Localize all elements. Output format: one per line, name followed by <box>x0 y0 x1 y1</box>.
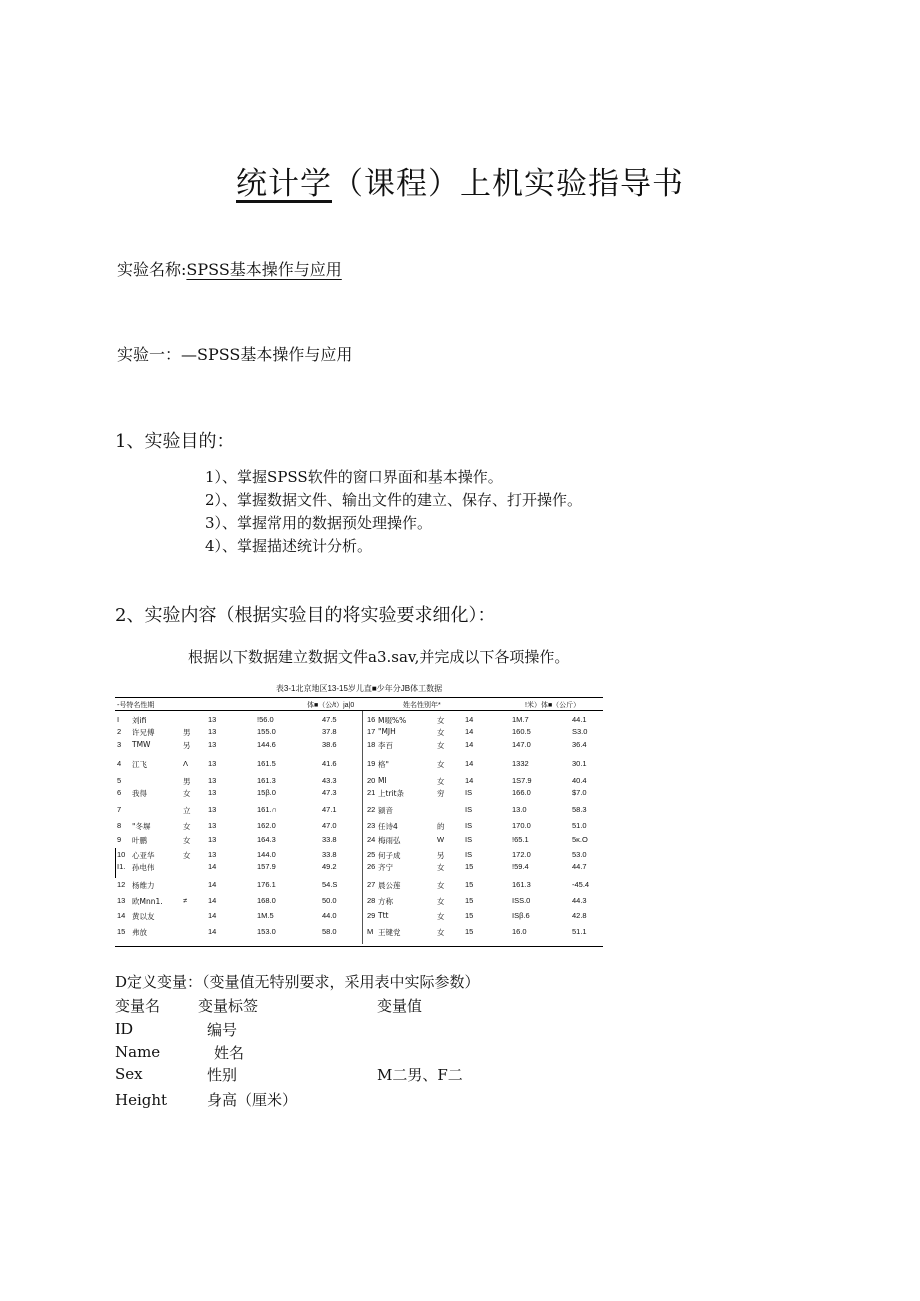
table-cell: 42.8 <box>572 911 587 920</box>
table-cell: 29 <box>367 911 376 920</box>
table-cell: 立 <box>183 806 191 815</box>
table-cell: 33.8 <box>322 850 337 859</box>
objective-item: 4）、掌握描述统计分析。 <box>205 537 373 555</box>
table-cell: 格" <box>378 760 389 769</box>
table-cell: 47.1 <box>322 805 337 814</box>
table-cell: 26 <box>367 862 376 871</box>
table-cell: 166.0 <box>512 788 531 797</box>
table-cell: 1S7.9 <box>512 776 532 785</box>
table-cell: 另 <box>183 741 191 750</box>
table-cell: 47.5 <box>322 715 337 724</box>
table-cell: 47.0 <box>322 821 337 830</box>
experiment-name-value: SPSS基本操作与应用 <box>186 260 342 279</box>
objective-item: 3）、掌握常用的数据预处理操作。 <box>205 514 433 532</box>
table-cell: 50.0 <box>322 896 337 905</box>
table-cell: 梅雨弘 <box>378 836 401 845</box>
table-cell: 161.3 <box>512 880 531 889</box>
var-label-sex: 性别 <box>207 1066 238 1084</box>
table-cell: 女 <box>437 928 445 937</box>
table-cell: 14 <box>208 911 217 920</box>
table-row <box>115 927 603 937</box>
table-cell: 47.3 <box>322 788 337 797</box>
table-cell: 14 <box>465 776 474 785</box>
table-cell: 51.0 <box>572 821 587 830</box>
table-cell: 22 <box>367 805 376 814</box>
experiment-name-label: 实验名称: <box>117 260 187 279</box>
table-left-bar <box>115 848 116 878</box>
table-cell: 女 <box>437 881 445 890</box>
table-cell: 25 <box>367 850 376 859</box>
table-cell: 18 <box>367 740 376 749</box>
table-cell: 54.S <box>322 880 338 889</box>
table-cell: 13 <box>117 896 126 905</box>
table-cell: 16 <box>367 715 376 724</box>
table-cell: 女 <box>437 777 445 786</box>
table-cell: 女 <box>437 897 445 906</box>
table-cell: 女 <box>183 851 191 860</box>
table-cell: 5κ.O <box>572 835 588 844</box>
header-right: !米）体■（公斤） <box>525 702 581 709</box>
table-cell: I1. <box>117 862 126 871</box>
table-cell: 13 <box>208 740 217 749</box>
table-cell: 17 <box>367 727 376 736</box>
table-cell: 21 <box>367 788 376 797</box>
table-cell: 穷 <box>437 789 445 798</box>
table-cell: $7.0 <box>572 788 587 797</box>
table-cell: 6 <box>117 788 122 797</box>
table-cell: 144.0 <box>257 850 276 859</box>
table-row <box>115 850 603 860</box>
table-cell: 孙电伟 <box>132 863 155 872</box>
table-cell: ISS.0 <box>512 896 531 905</box>
title-course: 统计学 <box>236 166 332 202</box>
table-cell: 4 <box>117 759 122 768</box>
table-cell: 58.3 <box>572 805 587 814</box>
table-cell: 女 <box>437 728 445 737</box>
table-cell: -45.4 <box>572 880 590 889</box>
table-cell: 13 <box>208 821 217 830</box>
table-cell: 刘ifi <box>132 716 147 725</box>
table-cell: 24 <box>367 835 376 844</box>
table-cell: 杨维力 <box>132 881 155 890</box>
table-cell: IS <box>465 850 473 859</box>
table-row <box>115 911 603 921</box>
table-cell: 女 <box>437 741 445 750</box>
table-cell: 44.3 <box>572 896 587 905</box>
table-cell: 172.0 <box>512 850 531 859</box>
table-row <box>115 740 603 750</box>
table-cell: 161.5 <box>257 759 276 768</box>
table-cell: 43.3 <box>322 776 337 785</box>
table-row <box>115 880 603 890</box>
table-cell: 弗放 <box>132 928 147 937</box>
var-name-name: Name <box>115 1043 161 1061</box>
table-cell: 13 <box>208 788 217 797</box>
table-cell: 许兄傅 <box>132 728 155 737</box>
table-cell: 30.1 <box>572 759 587 768</box>
table-cell: IS <box>465 835 473 844</box>
table-cell: 我得 <box>132 789 147 798</box>
table-cell: 162.0 <box>257 821 276 830</box>
table-cell: 叶鹏 <box>132 836 147 845</box>
table-cell: M啜%% <box>378 716 407 725</box>
table-cell: 心亚华 <box>132 851 155 860</box>
table-cell: 14 <box>465 759 474 768</box>
table-cell: IS <box>465 821 473 830</box>
table-cell: 41.6 <box>322 759 337 768</box>
table-row <box>115 788 603 798</box>
table-cell: 王键党 <box>378 928 401 937</box>
table-row <box>115 776 603 786</box>
var-name-id: ID <box>115 1019 133 1038</box>
table-cell: Λ <box>183 759 189 768</box>
header-mid2: 姓名性别年* <box>403 702 441 709</box>
table-cell: 144.6 <box>257 740 276 749</box>
table-cell: 38.6 <box>322 740 337 749</box>
table-row <box>115 759 603 769</box>
table-cell: 3 <box>117 740 122 749</box>
table-cell: I <box>117 715 120 724</box>
table-cell: 13 <box>208 805 217 814</box>
table-cell: 51.1 <box>572 927 587 936</box>
table-cell: ≠ <box>183 896 188 905</box>
table-row <box>115 805 603 815</box>
table-cell: 40.4 <box>572 776 587 785</box>
experiment-name <box>117 257 342 280</box>
table-cell: 15 <box>465 927 474 936</box>
table-cell: 12 <box>117 880 126 889</box>
table-cell: 女 <box>183 822 191 831</box>
table-divider <box>362 711 363 944</box>
table-cell: 176.1 <box>257 880 276 889</box>
table-cell: 何子成 <box>378 851 401 860</box>
table-cell: 李百 <box>378 741 393 750</box>
table-cell: 女 <box>437 716 445 725</box>
table-cell: 20 <box>367 776 376 785</box>
var-header-value: 变量值 <box>377 997 423 1015</box>
table-cell: 方称 <box>378 897 393 906</box>
table-cell: !59.4 <box>512 862 529 871</box>
table-cell: 13 <box>208 850 217 859</box>
title-rest: （课程）上机实验指导书 <box>332 166 684 202</box>
table-cell: 44.0 <box>322 911 337 920</box>
intro-paragraph: 根据以下数据建立数据文件a3.sav,并完成以下各项操作。 <box>188 648 570 666</box>
table-body <box>115 711 603 946</box>
table-row <box>115 896 603 906</box>
table-cell: 14 <box>465 740 474 749</box>
objective-item: 1）、掌握SPSS软件的窗口界面和基本操作。 <box>205 468 503 486</box>
table-cell: 53.0 <box>572 850 587 859</box>
table-cell: 1M.7 <box>512 715 529 724</box>
table-cell: 男 <box>183 777 191 786</box>
table-cell: 女 <box>183 836 191 845</box>
table-cell: !56.0 <box>257 715 274 724</box>
table-cell: 14 <box>208 880 217 889</box>
table-caption: 表3-1北京地区13-15岁儿直■少年分JB体工数据 <box>275 684 443 693</box>
table-cell: 14 <box>208 896 217 905</box>
table-cell: 男 <box>183 728 191 737</box>
table-cell: 9 <box>117 835 122 844</box>
var-label-id: 编号 <box>207 1021 238 1039</box>
table-cell: 13 <box>208 715 217 724</box>
table-cell: 155.0 <box>257 727 276 736</box>
table-cell: 5 <box>117 776 122 785</box>
table-cell: 15β.0 <box>257 788 276 797</box>
table-cell: 33.8 <box>322 835 337 844</box>
table-cell: 10 <box>117 850 126 859</box>
table-cell: 1M.5 <box>257 911 274 920</box>
table-cell: 44.7 <box>572 862 587 871</box>
table-cell: 14 <box>465 727 474 736</box>
table-cell: 1332 <box>512 759 529 768</box>
table-cell: 15 <box>465 896 474 905</box>
table-cell: 2 <box>117 727 122 736</box>
table-cell: !65.1 <box>512 835 529 844</box>
table-cell: 160.5 <box>512 727 531 736</box>
table-cell: 161.∩ <box>257 805 277 814</box>
table-cell: 36.4 <box>572 740 587 749</box>
var-label-height: 身高（厘米） <box>207 1091 298 1109</box>
table-cell: "MJH <box>378 727 396 736</box>
header-left: -号特名性期 <box>117 702 155 709</box>
var-label-name: 姓名 <box>214 1044 245 1062</box>
table-cell: 15 <box>117 927 126 936</box>
table-cell: 晨公莲 <box>378 881 401 890</box>
var-name-height: Height <box>115 1091 168 1109</box>
table-row <box>115 862 603 872</box>
table-cell: 13 <box>208 835 217 844</box>
table-cell: 147.0 <box>512 740 531 749</box>
table-cell: 14 <box>465 715 474 724</box>
data-table <box>115 697 603 947</box>
table-cell: 14 <box>208 862 217 871</box>
table-cell: 15 <box>465 911 474 920</box>
table-row <box>115 835 603 845</box>
table-cell: 13.0 <box>512 805 527 814</box>
table-cell: 16.0 <box>512 927 527 936</box>
page-title <box>0 158 920 203</box>
table-cell: 14 <box>208 927 217 936</box>
table-cell: 黄以友 <box>132 912 155 921</box>
table-cell: "冬塀 <box>132 822 151 831</box>
table-cell: 13 <box>208 759 217 768</box>
table-cell: IS <box>465 788 473 797</box>
table-cell: 153.0 <box>257 927 276 936</box>
table-cell: S3.0 <box>572 727 588 736</box>
table-cell: 14 <box>117 911 126 920</box>
table-cell: 49.2 <box>322 862 337 871</box>
table-cell: 女 <box>183 789 191 798</box>
table-cell: ISβ.6 <box>512 911 530 920</box>
table-cell: MI <box>378 776 387 785</box>
table-cell: 23 <box>367 821 376 830</box>
table-cell: 170.0 <box>512 821 531 830</box>
define-variables-title: D定义变量：（变量值无特别要求，采用表中实际参数） <box>115 973 480 991</box>
table-cell: 女 <box>437 863 445 872</box>
table-cell: 江飞 <box>132 760 147 769</box>
table-row <box>115 727 603 737</box>
table-cell: 164.3 <box>257 835 276 844</box>
table-cell: M <box>367 927 374 936</box>
table-cell: 28 <box>367 896 376 905</box>
var-name-sex: Sex <box>115 1065 143 1083</box>
table-cell: W <box>437 835 445 844</box>
var-header-label: 变量标签 <box>198 997 259 1015</box>
table-cell: 欧Mnn1. <box>132 897 163 906</box>
table-cell: 任诗4 <box>378 822 398 831</box>
table-cell: 157.9 <box>257 862 276 871</box>
table-cell: 168.0 <box>257 896 276 905</box>
table-cell: 上trit条 <box>378 789 405 798</box>
var-header-name: 变量名 <box>115 997 161 1015</box>
table-cell: 15 <box>465 880 474 889</box>
table-cell: 8 <box>117 821 122 830</box>
table-cell: 19 <box>367 759 376 768</box>
objective-item: 2）、掌握数据文件、输出文件的建立、保存、打开操作。 <box>205 491 583 509</box>
table-cell: 161.3 <box>257 776 276 785</box>
table-cell: Ttt <box>378 911 389 920</box>
section-content-title: 2、实验内容（根据实验目的将实验要求细化）： <box>115 605 496 626</box>
table-cell: 的 <box>437 822 445 831</box>
table-cell: 另 <box>437 851 445 860</box>
table-row <box>115 715 603 725</box>
table-cell: IS <box>465 805 473 814</box>
table-cell: 7 <box>117 805 122 814</box>
var-value-sex: M二男、F二 <box>377 1066 463 1084</box>
table-cell: 27 <box>367 880 376 889</box>
table-cell: 44.1 <box>572 715 587 724</box>
table-cell: 58.0 <box>322 927 337 936</box>
header-mid: 体■（公/t）ja|0 <box>307 702 355 709</box>
table-cell: 13 <box>208 776 217 785</box>
table-cell: 13 <box>208 727 217 736</box>
section-objectives-title: 1、实验目的： <box>115 431 235 452</box>
table-cell: TMW <box>132 740 151 749</box>
table-cell: 女 <box>437 912 445 921</box>
table-cell: 37.8 <box>322 727 337 736</box>
table-cell: 女 <box>437 760 445 769</box>
table-cell: 齐宁 <box>378 863 393 872</box>
experiment-one-heading: 实验一：—SPSS基本操作与应用 <box>117 345 353 364</box>
table-header <box>115 698 603 711</box>
table-cell: 15 <box>465 862 474 871</box>
table-row <box>115 821 603 831</box>
table-cell: 颍音 <box>378 806 393 815</box>
